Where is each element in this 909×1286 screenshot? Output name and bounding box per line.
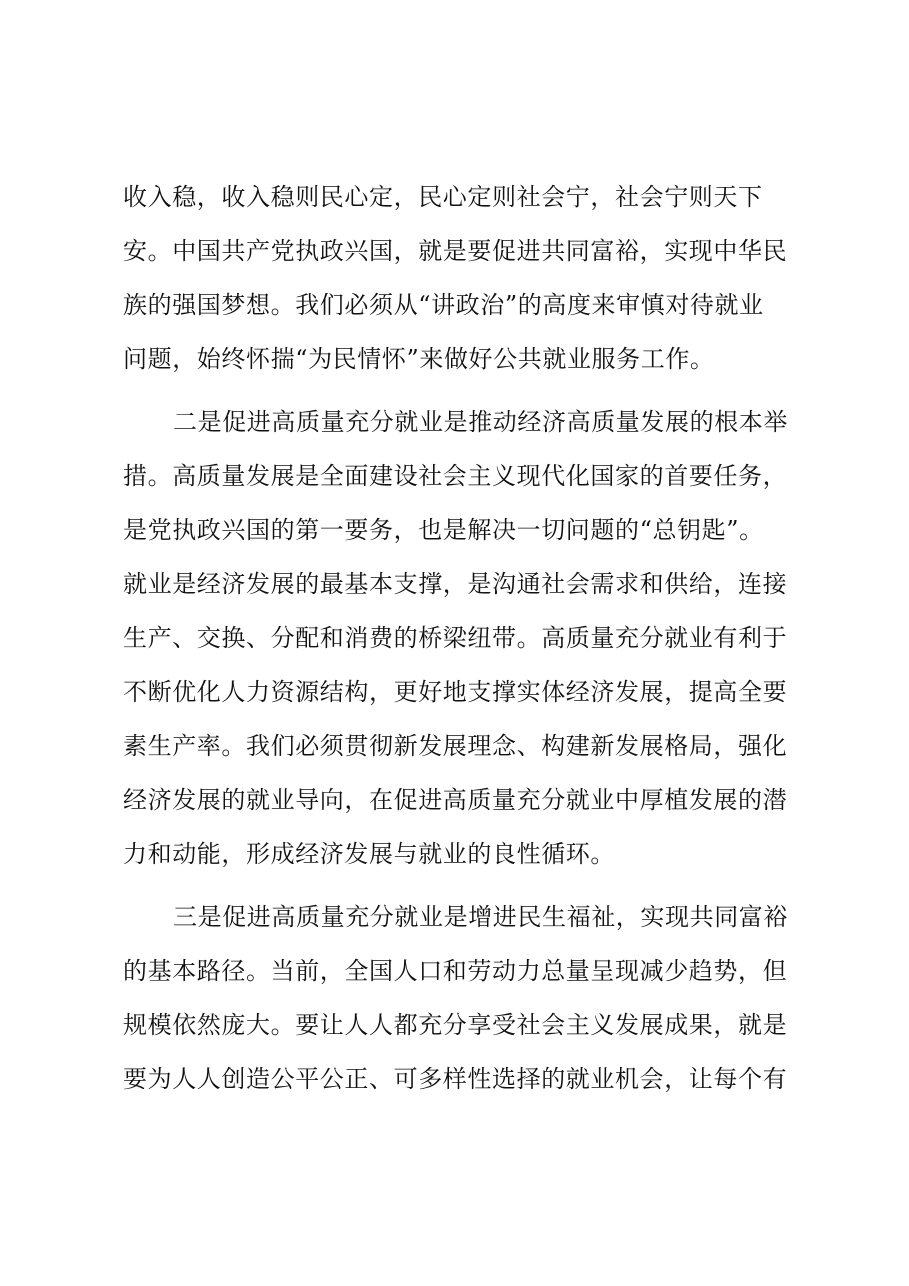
paragraph-3-line-2: 的基本路径。当前，全国人口和劳动力总量呈现减少趋势，但 <box>123 957 788 985</box>
paragraph-3-line-3: 规模依然庞大。要让人人都充分享受社会主义发展成果，就是 <box>123 1011 788 1039</box>
paragraph-2-line-2: 措。高质量发展是全面建设社会主义现代化国家的首要任务， <box>123 462 788 490</box>
paragraph-2-line-3: 是党执政兴国的第一要务，也是解决一切问题的“总钥匙”。 <box>123 516 764 544</box>
paragraph-2-line-4: 就业是经济发展的最基本支撑，是沟通社会需求和供给，连接 <box>123 570 788 598</box>
paragraph-2-line-8: 经济发展的就业导向，在促进高质量充分就业中厚植发展的潜 <box>123 786 788 814</box>
paragraph-1-line-1: 收入稳，收入稳则民心定，民心定则社会宁，社会宁则天下 <box>123 183 763 211</box>
paragraph-1-line-2: 安。中国共产党执政兴国，就是要促进共同富裕，实现中华民 <box>123 237 788 265</box>
paragraph-2-line-1: 二是促进高质量充分就业是推动经济高质量发展的根本举 <box>173 408 788 436</box>
paragraph-2-line-9: 力和动能，形成经济发展与就业的良性循环。 <box>123 840 615 868</box>
paragraph-2-line-5: 生产、交换、分配和消费的桥梁纽带。高质量充分就业有利于 <box>123 624 788 652</box>
paragraph-1-line-4: 问题，始终怀揣“为民情怀”来做好公共就业服务工作。 <box>123 345 715 373</box>
body-text <box>123 170 788 1106</box>
paragraph-1-line-3: 族的强国梦想。我们必须从“讲政治”的高度来审慎对待就业 <box>123 291 764 319</box>
paragraph-3-line-4: 要为人人创造公平公正、可多样性选择的就业机会，让每个有 <box>123 1065 788 1093</box>
paragraph-2-line-6: 不断优化人力资源结构，更好地支撑实体经济发展，提高全要 <box>123 678 788 706</box>
paragraph-3-line-1: 三是促进高质量充分就业是增进民生福祉，实现共同富裕 <box>173 903 788 931</box>
paragraph-2-line-7: 素生产率。我们必须贯彻新发展理念、构建新发展格局，强化 <box>123 732 788 760</box>
